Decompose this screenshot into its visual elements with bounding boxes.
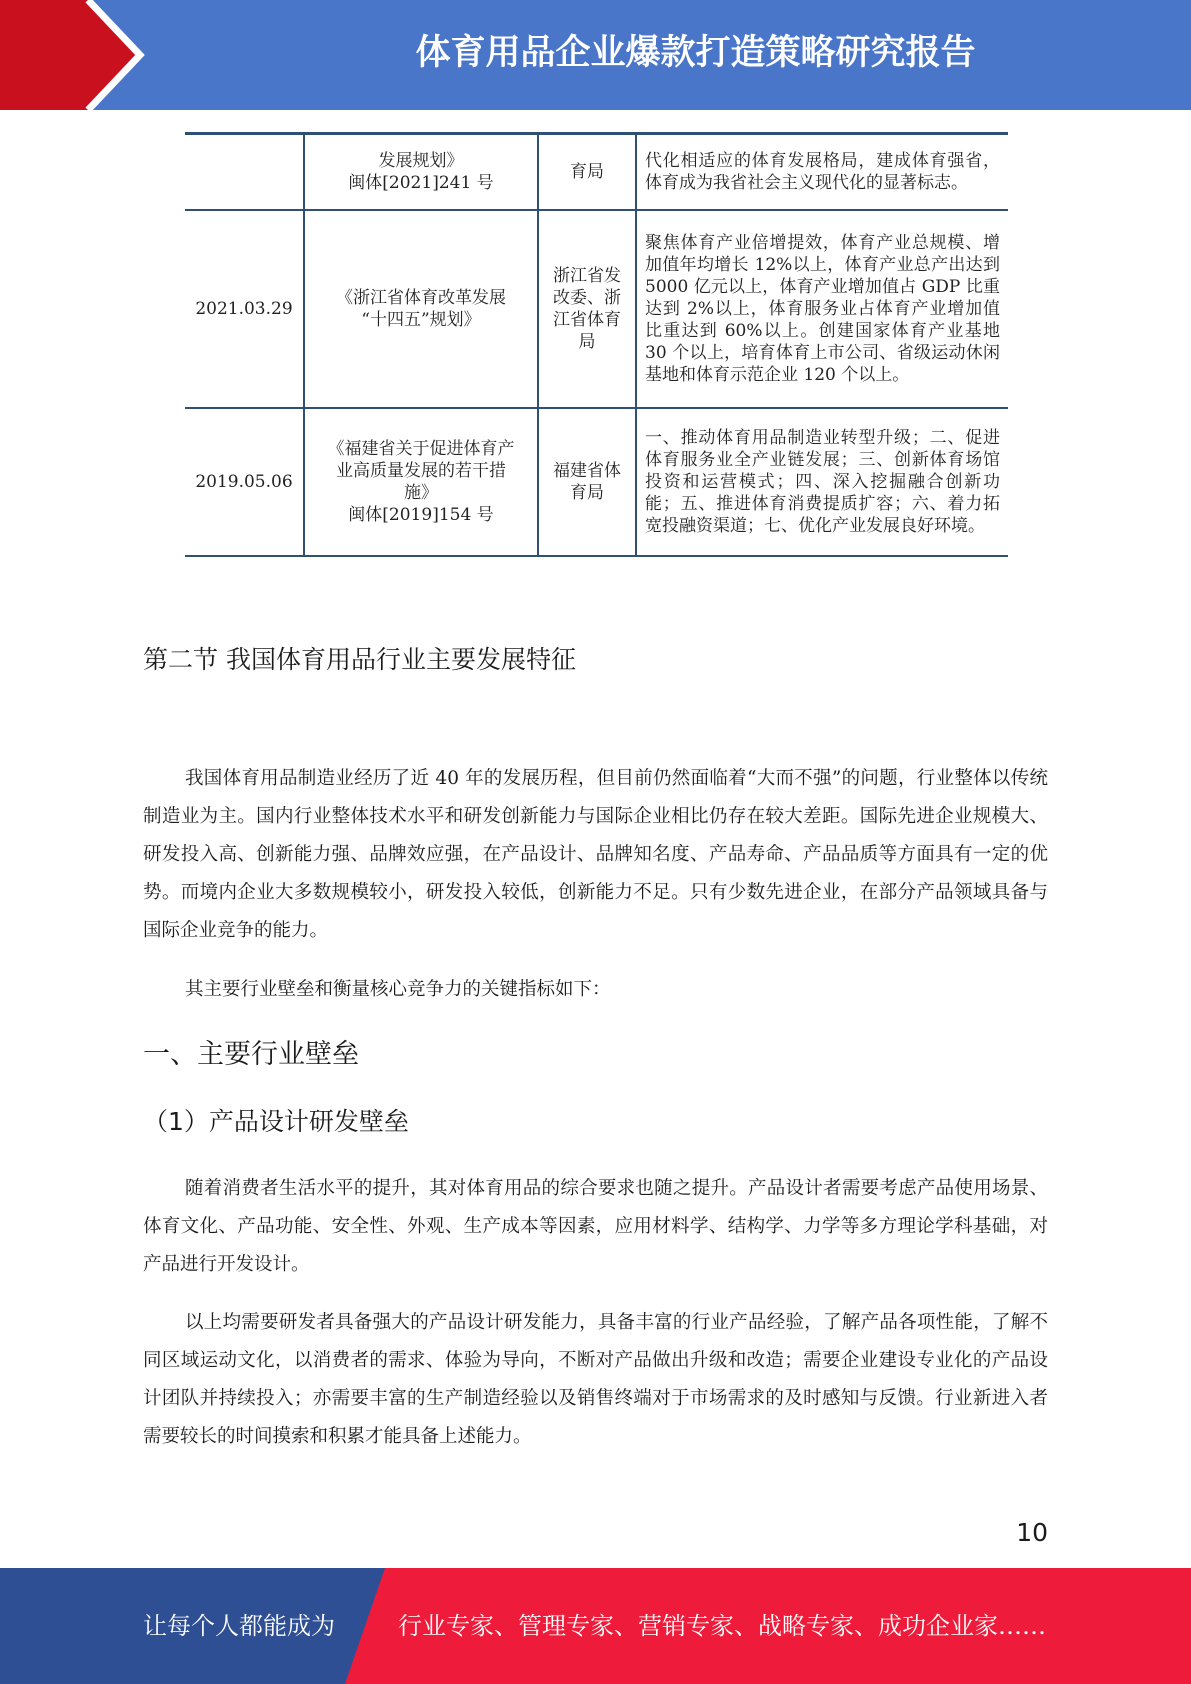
policy-name-line: 业高质量发展的若干措: [336, 461, 506, 481]
table-row: [185, 134, 1008, 210]
policy-table: [185, 133, 1008, 557]
footer-slogan-left: 让每个人都能成为: [143, 1612, 335, 1640]
page-footer: [0, 1568, 1191, 1684]
cell-policy-name: [304, 408, 538, 556]
body-paragraph: 随着消费者生活水平的提升，其对体育用品的综合要求也随之提升。产品设计者需要考虑产品使用场景、体育文化、产品功能、安全性、外观、生产成本等因素，应用材料学、结构学、力学等多方理论学科基础，对产品进行开发设计。: [143, 1178, 1048, 1275]
cell-org: 浙江省发改委、浙江省体育局: [538, 210, 636, 408]
section-title: 第二节 我国体育用品行业主要发展特征: [143, 645, 576, 674]
body-paragraph: 我国体育用品制造业经历了近 40 年的发展历程，但目前仍然面临着“大而不强”的问题，行业整体以传统制造业为主。国内行业整体技术水平和研发创新能力与国际企业相比仍存在较大差距。国际先进企业规模大、研发投入高、创新能力强、品牌效应强，在产品设计、品牌知名度、产品寿命、产品品质等方面具有一定的优势。而境内企业大多数规模较小，研发投入较低，创新能力不足。只有少数先进企业，在部分产品领域具备与国际企业竞争的能力。: [143, 768, 1048, 941]
policy-name-line: 闽体[2019]154 号: [348, 505, 494, 525]
page-number: 10: [1016, 1518, 1048, 1547]
cell-content: 代化相适应的体育发展格局，建成体育强省，体育成为我省社会主义现代化的显著标志。: [636, 134, 1008, 210]
policy-name-line: “十四五”规划》: [361, 310, 481, 330]
cell-date: 2021.03.29: [185, 210, 304, 408]
cell-content: 一、推动体育用品制造业转型升级；二、促进体育服务业全产业链发展；三、创新体育场馆投资和运营模式；四、深入挖掘融合创新功能；五、推进体育消费提质扩容；六、着力拓宽投融资渠道；七、优化产业发展良好环境。: [636, 408, 1008, 556]
policy-name-line: 闽体[2021]241 号: [348, 173, 494, 193]
page-header: [0, 0, 1191, 110]
cell-policy-name: [304, 210, 538, 408]
cell-date: [185, 134, 304, 210]
policy-name-line: 施》: [404, 483, 438, 503]
cell-org: 育局: [538, 134, 636, 210]
body-paragraph: 其主要行业壁垒和衡量核心竞争力的关键指标如下：: [185, 979, 611, 1000]
heading-level-1: 一、主要行业壁垒: [143, 1039, 359, 1070]
policy-name-line: 《福建省关于促进体育产: [327, 439, 515, 459]
cell-policy-name: [304, 134, 538, 210]
header-chevron-decoration: [0, 0, 160, 110]
policy-table-wrapper: [185, 133, 1008, 557]
report-title: 体育用品企业爆款打造策略研究报告: [415, 33, 976, 73]
cell-content: 聚焦体育产业倍增提效，体育产业总规模、增加值年均增长 12%以上，体育产业总产出达到 5000 亿元以上，体育产业增加值占 GDP 比重达到 2%以上，体育服务业占体育产业增加值比重达到 60%以上。创建国家体育产业基地 30 个以上，培育体育上市公司、省级运动休闲基地和体育示范企业 120 个以上。: [636, 210, 1008, 408]
body-paragraph: 以上均需要研发者具备强大的产品设计研发能力，具备丰富的行业产品经验，了解产品各项性能，了解不同区域运动文化，以消费者的需求、体验为导向，不断对产品做出升级和改造；需要企业建设专业化的产品设计团队并持续投入；亦需要丰富的生产制造经验以及销售终端对于市场需求的及时感知与反馈。行业新进入者需要较长的时间摸索和积累才能具备上述能力。: [143, 1312, 1048, 1447]
heading-level-2: （1）产品设计研发壁垒: [143, 1107, 409, 1136]
cell-date: 2019.05.06: [185, 408, 304, 556]
policy-name-line: 发展规划》: [378, 151, 464, 171]
table-row: [185, 408, 1008, 556]
cell-org: 福建省体育局: [538, 408, 636, 556]
footer-slogan-right: 行业专家、管理专家、营销专家、战略专家、成功企业家……: [398, 1612, 1046, 1640]
table-row: [185, 210, 1008, 408]
policy-name-line: 《浙江省体育改革发展: [336, 288, 506, 308]
